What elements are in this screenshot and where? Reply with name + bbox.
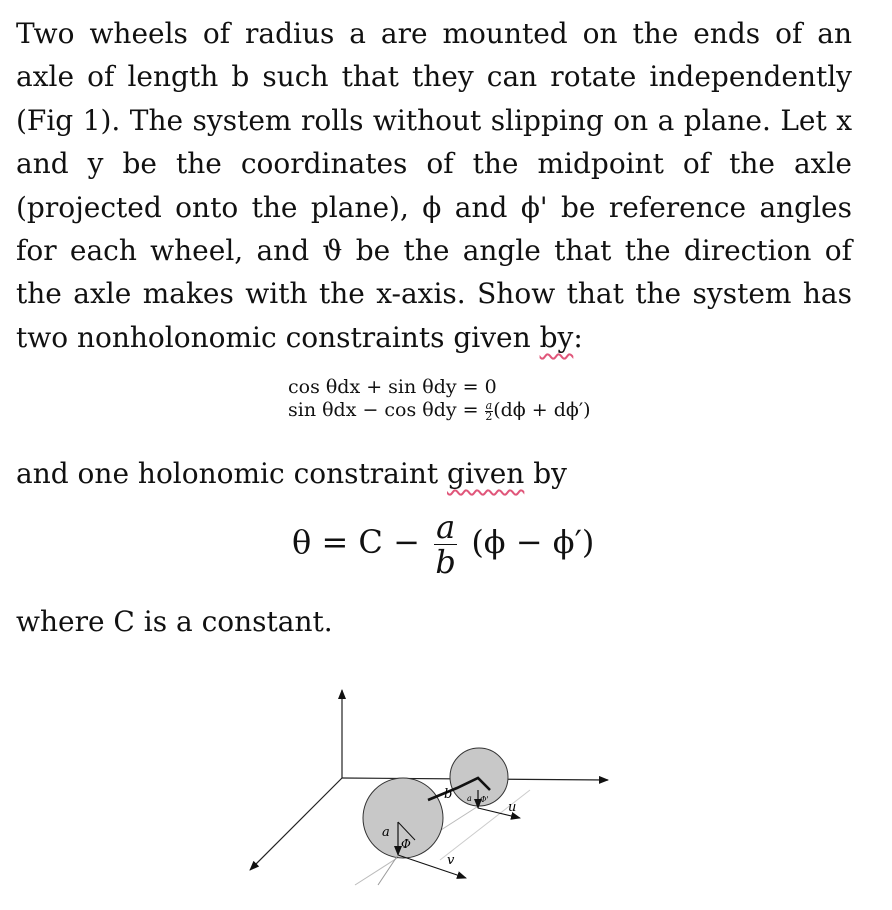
- problem-text: Two wheels of radius a are mounted on the ends of an axle of length b such that they can rotate independently (Fig 1). The system rolls without slipping on a plane. Let x and y be the coordinates of the midpoint of the axle (projected onto the plane), ϕ and ϕ' be reference angles for each wheel, and ϑ be the angle that the direction of the axle makes with the x-axis. Show that the system has two nonholonomic constraints given: [16, 17, 852, 354]
- problem-paragraph: [16, 12, 852, 359]
- equation-2: [288, 399, 591, 422]
- spellcheck-word-given[interactable]: given: [447, 457, 525, 490]
- nonholonomic-equations: [288, 376, 591, 422]
- holonomic-denominator: b: [435, 543, 456, 581]
- equation-2-left: sin θdx − cos θdy =: [288, 399, 485, 421]
- y-axis: [250, 778, 342, 870]
- holonomic-fraction: [434, 510, 457, 579]
- label-u: u: [508, 800, 517, 815]
- label-a-large: a: [382, 825, 390, 840]
- fraction-numerator: a: [485, 398, 493, 412]
- small-wheel: [450, 748, 508, 806]
- holonomic-left: θ = C −: [292, 523, 420, 561]
- holonomic-intro-end: by: [533, 457, 567, 490]
- label-phi-large: Φ: [401, 837, 411, 851]
- equation-2-right: (dϕ + dϕ′): [493, 399, 591, 421]
- holonomic-intro-text: and one holonomic constraint: [16, 457, 439, 490]
- label-b: b: [444, 787, 453, 802]
- label-v: v: [447, 853, 455, 868]
- holonomic-numerator: a: [436, 508, 456, 546]
- v-direction: [398, 855, 466, 878]
- equation-1: cos θdx + sin θdy = 0: [288, 376, 497, 398]
- equation-2-fraction: [485, 398, 494, 423]
- holonomic-right: (ϕ − ϕ′): [471, 523, 595, 561]
- label-a-small: a: [467, 794, 472, 803]
- colon: :: [573, 320, 583, 354]
- spellcheck-word-by[interactable]: by: [539, 320, 574, 354]
- fraction-denominator: 2: [485, 409, 493, 423]
- label-phi-small: Φ': [480, 795, 489, 804]
- constant-note: [16, 600, 852, 643]
- holonomic-intro: [16, 452, 852, 495]
- large-wheel-ground-line: [378, 855, 398, 885]
- constant-note-text: where C is a constant.: [16, 605, 333, 638]
- figure-two-wheel-axle: [0, 640, 892, 900]
- holonomic-equation: [292, 510, 594, 579]
